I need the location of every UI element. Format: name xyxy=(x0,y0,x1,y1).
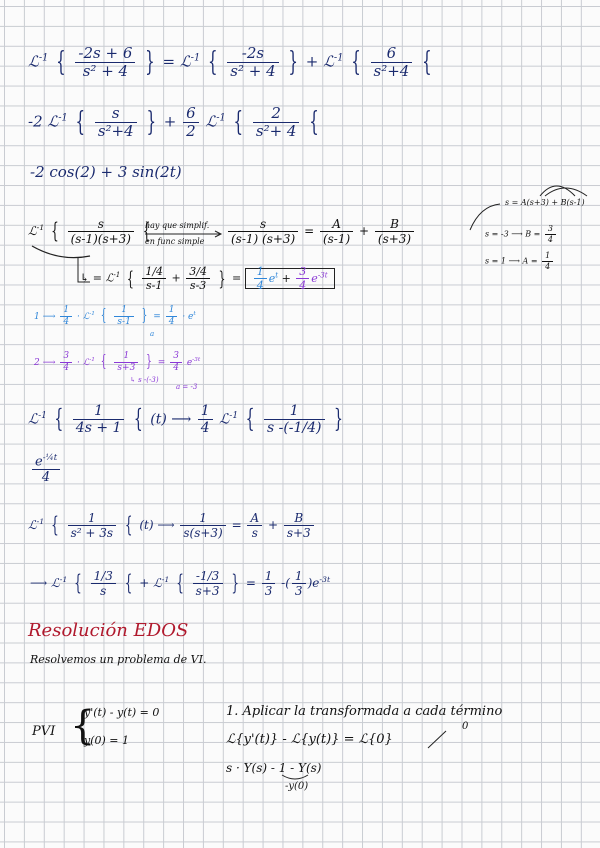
fraction: $\frac{6}{\text{s²+4}}$ xyxy=(371,46,413,79)
fraction: $\frac{-2s}{\text{s² + 4}}$ xyxy=(227,46,278,79)
pvi-brace: { xyxy=(70,703,96,749)
fraction: $\frac{6}{2}$ xyxy=(183,106,199,139)
side-a-value: s = 1 ⟶ A = $\frac{1}{4}$ xyxy=(485,252,555,271)
fraction: $\frac{s}{(s-1)(s+3)}$ xyxy=(68,218,134,245)
fraction: $\frac{s}{\text{s²+4}}$ xyxy=(95,106,137,139)
laplace-symbol: ℒ xyxy=(28,52,39,71)
blue-sub-note: a xyxy=(150,330,155,338)
pvi-equation: y'(t) - y(t) = 0 xyxy=(84,706,160,719)
note-simple-function: en func simple xyxy=(145,237,205,246)
line-s2-result: ⟶ ℒ$^{-1}$ { $\frac{1/3}{s}$ { + ℒ$^{-1}$ { $\frac{-1/3}{s+3}$ } = $\frac{1}{3}$ -( $\frac{1}{3}$ )$e^{-3t}$ xyxy=(30,569,331,598)
line-s2: ℒ$^{-1}$ { $\frac{1}{\text{s² + 3s}}$ { (t) ⟶ $\frac{1}{s(s+3)}$ = $\frac{A}{s}$ + $\frac{B}{s+3}$ xyxy=(28,512,316,539)
fraction: $\frac{-2s + 6}{\text{s² + 4}}$ xyxy=(75,46,135,79)
blue-term-line: 1 ⟶ $\frac{1}{4}$ · ℒ$^{-1}$ { $\frac{1}{s-1}$ } = $\frac{1}{4}$ · $e^t$ xyxy=(34,305,196,327)
pvi-step: 1. Aplicar la transformada a cada término xyxy=(226,704,503,719)
purple-sub-note: ↳ s -(-3) xyxy=(130,376,159,384)
pvi-step-equation: ℒ{y'(t)} - ℒ{y(t)} = ℒ{0} xyxy=(226,732,393,747)
partial-fraction-result: ↳ = ℒ$^{-1}$ { $\frac{1/4}{s-1}$ + $\frac{3/4}{s-3}$ } = $\frac{1}{4}$ $e^t$ + $\frac{3}{4}$ $e^{-3t}$ xyxy=(80,266,335,291)
line-2: -2 ℒ$^{-1}$ { $\frac{s}{\text{s²+4}}$ } + $\frac{6}{2}$ ℒ$^{-1}$ { $\frac{2}{\text{s²+ 4}}$ { xyxy=(28,104,319,140)
fraction: $\frac{s}{(s-1) (s+3)}$ xyxy=(228,218,298,245)
fraction: $\frac{1/4}{s-1}$ xyxy=(142,266,166,291)
pvi-zero-note: 0 xyxy=(462,721,469,732)
side-b-value: s = -3 ⟶ B = $\frac{3}{4}$ xyxy=(485,225,558,244)
line-3: -2 cos(2) + 3 sin(2t) xyxy=(30,163,182,181)
section-title: Resolución EDOS xyxy=(28,620,189,641)
line-4s-result: $\frac{e^{-\frac{1}{4}t}}{4}$ xyxy=(30,453,62,484)
line-1: ℒ$^{-1}$ { $\frac{-2s + 6}{\text{s² + 4}}$ } = ℒ$^{-1}$ { $\frac{-2s}{\text{s² + 4}}$ } + ℒ$^{-1}$ { $\frac{6}{\text{s²+4}}$ { xyxy=(28,44,432,80)
line-4s: ℒ$^{-1}$ { $\frac{1}{4s + 1}$ { (t) ⟶ $\frac{1}{4}$ ℒ$^{-1}$ { $\frac{1}{s -(-1/4)}$ } xyxy=(28,403,343,436)
partial-fraction-line: ℒ$^{-1}$ { $\frac{s}{(s-1)(s+3)}$ { xyxy=(28,217,151,246)
pvi-brace-note: -y(0) xyxy=(285,781,309,792)
fraction: $\frac{B}{(s+3)}$ xyxy=(375,218,414,245)
fraction: $\frac{2}{\text{s²+ 4}}$ xyxy=(253,106,300,139)
purple-term-line: 2 ⟶ $\frac{3}{4}$ · ℒ$^{-1}$ { $\frac{1}{s+3}$ } = $\frac{3}{4}$ $e^{-3t}$ xyxy=(34,351,201,373)
pvi-initial-condition: y(0) = 1 xyxy=(84,734,130,747)
note-simplify: hay que simplif. xyxy=(145,221,210,230)
pvi-label: PVI xyxy=(32,724,56,739)
result-box: $\frac{1}{4}$ $e^t$ + $\frac{3}{4}$ $e^{-3t}$ xyxy=(245,268,335,289)
pvi-step-equation-2: s · Y(s) - 1 - Y(s) xyxy=(226,761,322,775)
side-equation: s = A(s+3) + B(s-1) xyxy=(505,198,585,207)
fraction: $\frac{3/4}{s-3}$ xyxy=(186,266,210,291)
partial-fraction-split: $\frac{s}{(s-1) (s+3)}$ = $\frac{A}{(s-1)}$ + $\frac{B}{(s+3)}$ xyxy=(226,218,416,245)
fraction: $\frac{A}{(s-1)}$ xyxy=(320,218,353,245)
section-subtitle: Resolvemos un problema de VI. xyxy=(30,653,207,666)
purple-sub-note-a: a = -3 xyxy=(176,383,198,391)
